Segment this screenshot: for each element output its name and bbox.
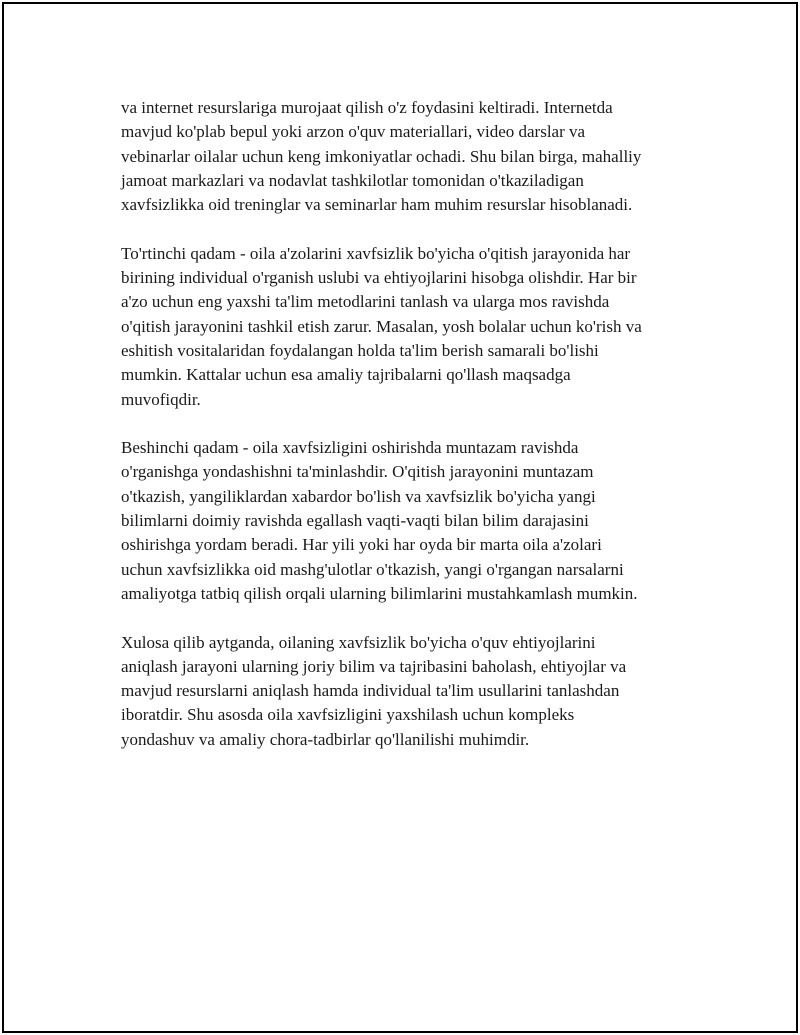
text-line: vebinarlar oilalar uchun keng imkoniyatlar ochadi. Shu bilan birga, mahalliy	[121, 146, 642, 166]
text-line: amaliyotga tatbiq qilish orqali ularning bilimlarini mustahkamlash mumkin.	[121, 583, 638, 603]
text-line: iboratdir. Shu asosda oila xavfsizligini yaxshilash uchun kompleks	[121, 705, 575, 725]
paragraph-4	[121, 631, 691, 752]
text-line: mavjud ko'plab bepul yoki arzon o'quv materiallari, video darslar va	[121, 122, 586, 142]
text-line: Xulosa qilib aytganda, oilaning xavfsizlik bo'yicha o'quv ehtiyojlarini	[121, 632, 596, 652]
document-body	[121, 96, 691, 776]
paragraph-3	[121, 436, 691, 606]
text-line: o'qitish jarayonini tashkil etish zarur. Masalan, yosh bolalar uchun ko'rish va	[121, 316, 642, 336]
text-line: To'rtinchi qadam - oila a'zolarini xavfsizlik bo'yicha o'qitish jarayonida har	[121, 243, 631, 263]
text-line: o'rganishga yondashishni ta'minlashdir. O'qitish jarayonini muntazam	[121, 462, 594, 482]
text-line: yondashuv va amaliy chora-tadbirlar qo'llanilishi muhimdir.	[121, 729, 530, 749]
text-line: mumkin. Kattalar uchun esa amaliy tajribalarni qo'llash maqsadga	[121, 365, 571, 385]
text-line: va internet resurslariga murojaat qilish o'z foydasini keltiradi. Internetda	[121, 98, 613, 117]
text-line: o'tkazish, yangiliklardan xabardor bo'lish va xavfsizlik bo'yicha yangi	[121, 486, 596, 506]
text-line: birining individual o'rganish uslubi va ehtiyojlarini hisobga olishdir. Har bir	[121, 268, 637, 288]
text-line: oshirishga yordam beradi. Har yili yoki har oyda bir marta oila a'zolari	[121, 535, 602, 555]
paragraph-1	[121, 96, 691, 217]
text-line: muvofiqdir.	[121, 389, 201, 409]
text-line: xavfsizlikka oid treninglar va seminarlar ham muhim resurslar hisoblanadi.	[121, 195, 633, 215]
page-frame	[2, 2, 798, 1033]
text-line: a'zo uchun eng yaxshi ta'lim metodlarini tanlash va ularga mos ravishda	[121, 292, 610, 312]
text-line: Beshinchi qadam - oila xavfsizligini oshirishda muntazam ravishda	[121, 438, 579, 458]
paragraph-2	[121, 242, 691, 412]
text-line: mavjud resurslarni aniqlash hamda individual ta'lim usullarini tanlashdan	[121, 681, 620, 701]
text-line: bilimlarni doimiy ravishda egallash vaqti-vaqti bilan bilim darajasini	[121, 511, 589, 531]
text-line: uchun xavfsizlikka oid mashg'ulotlar o'tkazish, yangi o'rgangan narsalarni	[121, 559, 624, 579]
text-line: aniqlash jarayoni ularning joriy bilim va tajribasini baholash, ehtiyojlar va	[121, 656, 627, 676]
text-line: jamoat markazlari va nodavlat tashkilotlar tomonidan o'tkaziladigan	[121, 170, 584, 190]
text-line: eshitish vositalaridan foydalangan holda ta'lim berish samarali bo'lishi	[121, 340, 599, 360]
